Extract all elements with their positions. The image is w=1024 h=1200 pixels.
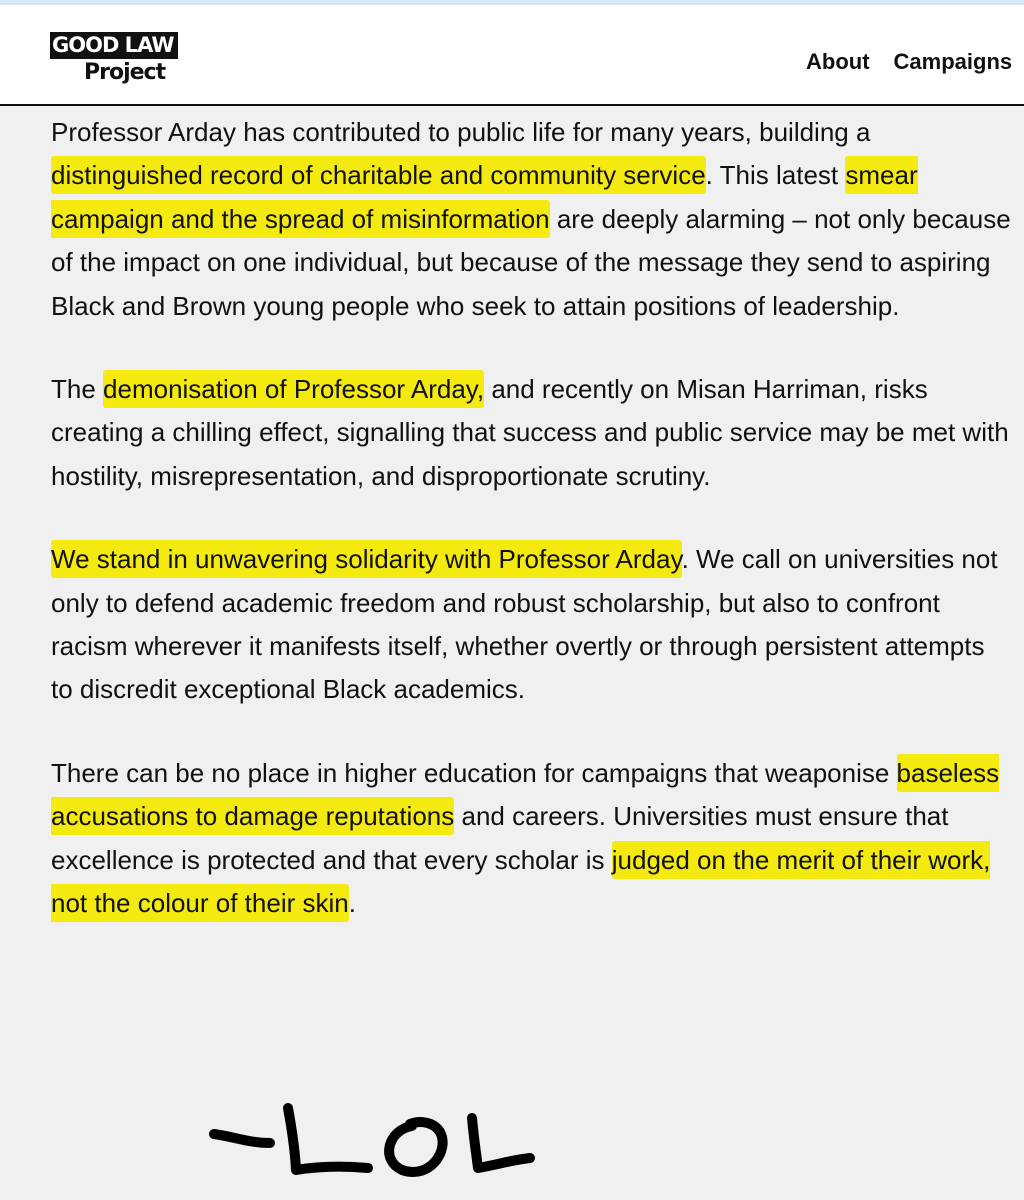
highlighted-text: smear campaign and the spread of misinformation <box>51 160 918 234</box>
paragraph-1 <box>51 111 1011 328</box>
text-segment: and recently on Misan Harriman, risks creating a chilling effect, signalling that success and public service may be met with hostility, misrepresentation, and disproportionate scrutiny. <box>51 374 1009 491</box>
browser-edge <box>0 0 1024 5</box>
highlighted-text: demonisation of Professor Arday, <box>103 374 485 405</box>
main-nav <box>806 48 1012 76</box>
article-body <box>51 111 1011 966</box>
text-segment: and careers. Universities must ensure that excellence is protected and that every scholar is <box>51 801 949 875</box>
text-segment: There can be no place in higher education for campaigns that weaponise <box>51 757 897 788</box>
letter-l2-stroke <box>472 1118 530 1168</box>
highlighted-text: judged on the merit of their work, not the colour of their skin <box>51 844 991 919</box>
dash-stroke <box>214 1134 270 1143</box>
logo-top-text: GOOD LAW <box>50 32 178 59</box>
letter-o-stroke <box>389 1122 443 1172</box>
text-segment: . This latest <box>705 160 846 191</box>
text-segment: . We call on universities not only to defend academic freedom and robust scholarship, but also to confront racism wherever it manifests itself, whether overtly or through persistent attempts to discredit exceptional Black academics. <box>51 544 998 705</box>
paragraph-2 <box>51 368 1011 498</box>
site-header <box>0 0 1024 106</box>
nav-campaigns-link[interactable]: Campaigns <box>893 49 1013 74</box>
letter-l1-stroke <box>288 1108 368 1170</box>
paragraph-4 <box>51 752 1011 926</box>
text-segment: Professor Arday has contributed to public life for many years, building a <box>51 117 871 147</box>
paragraph-3 <box>51 538 1011 712</box>
site-logo[interactable] <box>50 32 178 87</box>
highlighted-text: baseless accusations to damage reputations <box>51 757 1000 832</box>
text-segment: are deeply alarming – not only because of the impact on one individual, but because of the message they send to aspiring Black and Brown young people who seek to attain positions of leadership. <box>51 203 1011 321</box>
highlighted-text: We stand in unwavering solidarity with Professor Arday <box>51 544 682 575</box>
highlighted-text: distinguished record of charitable and community service <box>51 160 706 191</box>
logo-bottom-text: Project <box>84 60 166 85</box>
nav-about-link[interactable]: About <box>806 49 870 74</box>
text-segment: . <box>348 888 356 919</box>
text-segment: The <box>51 374 104 405</box>
